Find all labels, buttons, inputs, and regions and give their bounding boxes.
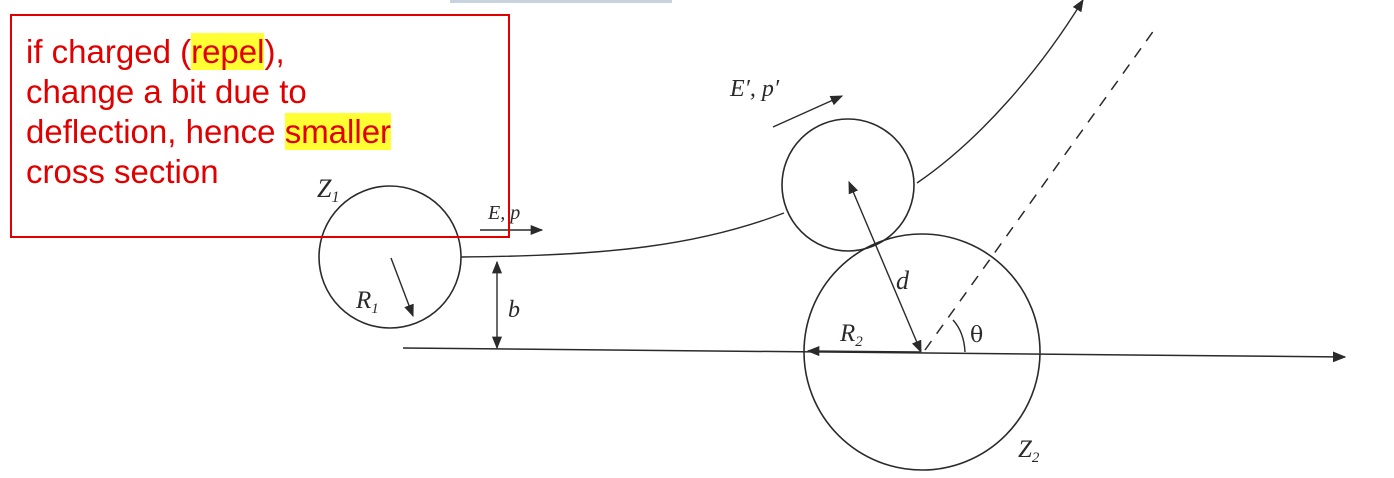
top-bar-fragment [450,0,672,3]
label-d: d [896,266,909,295]
dashed-asymptote [925,26,1157,350]
annotation-line-4: cross section [26,153,219,190]
label-theta: θ [970,323,984,348]
label-z1: Z1 [317,174,340,206]
horizontal-axis [403,348,1345,357]
theta-angle-arc [953,320,965,352]
label-b: b [508,297,520,323]
radius-r1-arrow [391,258,413,316]
annotation-line-1: if charged (repel), [26,33,285,70]
label-r1: $R_1$ [356,287,379,317]
label-r2: $R_2$ [840,320,863,350]
annotation-line-3: deflection, hence smaller [26,113,392,150]
label-e-prime-p-prime: E′, p′ [730,76,780,102]
outgoing-trajectory [917,0,1083,183]
annotation-line-2: change a bit due to [26,73,307,110]
annotation-text [26,32,506,192]
highlight-repel: repel [191,33,265,70]
highlight-smaller: smaller [284,113,392,150]
outgoing-motion-arrow [773,96,842,127]
radius-r2-arrow [808,351,920,352]
label-e-p: E, p [488,202,521,224]
closest-approach-circle [782,119,914,251]
label-z2: $Z_2$ [1018,436,1040,466]
